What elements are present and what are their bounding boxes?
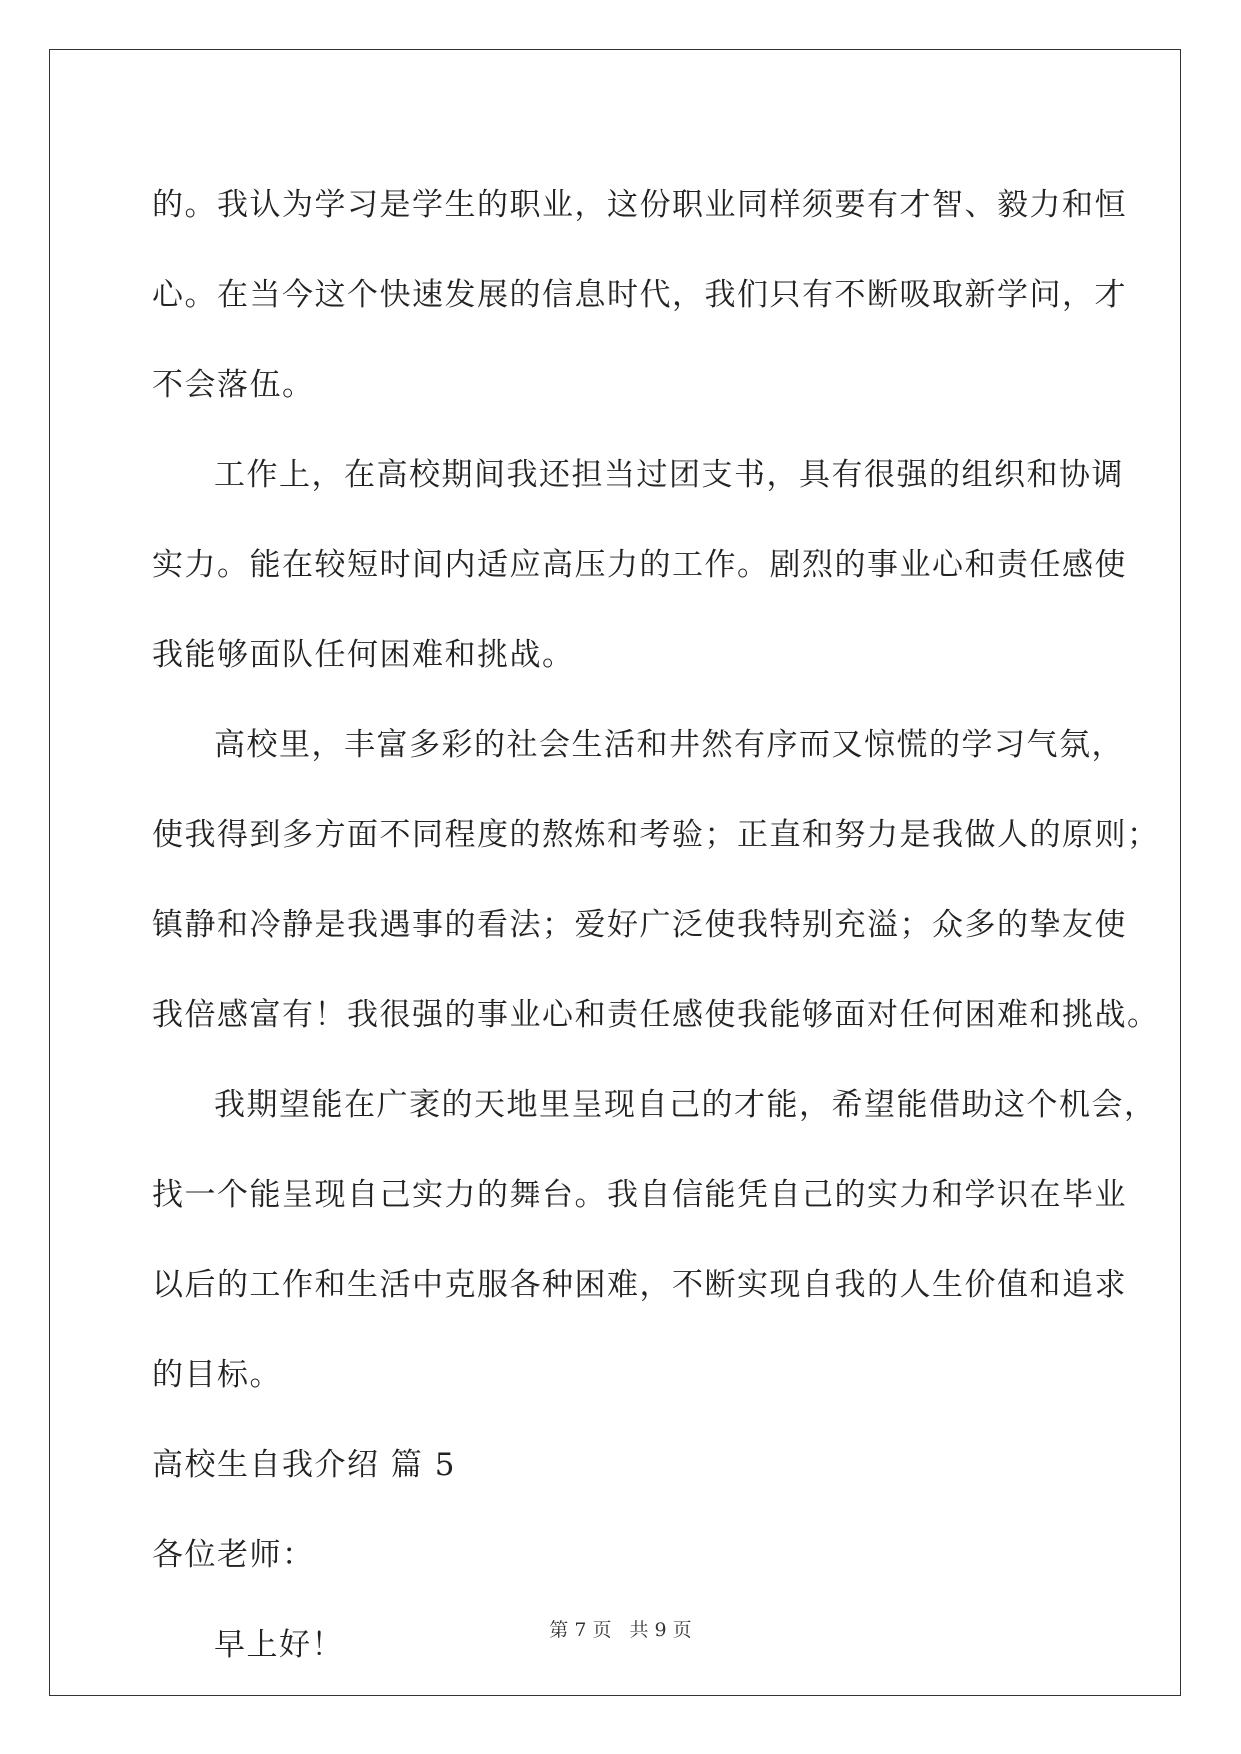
page-number-current: 第 7 页 xyxy=(549,1619,612,1641)
text-line: 找一个能呈现自己实力的舞台。我自信能凭自己的实力和学识在毕业 xyxy=(152,1177,1127,1213)
text-line: 以后的工作和生活中克服各种困难，不断实现自我的人生价值和追求 xyxy=(152,1267,1127,1303)
text-line: 实力。能在较短时间内适应高压力的工作。剧烈的事业心和责任感使 xyxy=(152,547,1127,583)
text-line: 不会落伍。 xyxy=(152,367,315,403)
text-line: 镇静和冷静是我遇事的看法；爱好广泛使我特别充溢；众多的挚友使 xyxy=(152,907,1127,943)
text-line: 我能够面队任何困难和挑战。 xyxy=(152,637,575,673)
text-line: 心。在当今这个快速发展的信息时代，我们只有不断吸取新学问，才 xyxy=(152,277,1127,313)
page-footer xyxy=(0,1615,1241,1642)
text-line: 工作上，在高校期间我还担当过团支书，具有很强的组织和协调 xyxy=(214,457,1124,493)
page-number-total: 共 9 页 xyxy=(629,1619,692,1641)
salutation: 各位老师： xyxy=(152,1537,315,1573)
greeting: 早上好！ xyxy=(214,1627,344,1663)
text-line: 使我得到多方面不同程度的熬炼和考验；正直和努力是我做人的原则； xyxy=(152,817,1160,853)
text-line: 我期望能在广袤的天地里呈现自己的才能，希望能借助这个机会， xyxy=(214,1087,1157,1123)
section-heading: 高校生自我介绍 篇 5 xyxy=(152,1447,456,1483)
text-line: 我倍感富有！我很强的事业心和责任感使我能够面对任何困难和挑战。 xyxy=(152,997,1160,1033)
document-body xyxy=(152,160,1160,1690)
text-line: 的。我认为学习是学生的职业，这份职业同样须要有才智、毅力和恒 xyxy=(152,187,1127,223)
text-line: 高校里，丰富多彩的社会生活和井然有序而又惊慌的学习气氛， xyxy=(214,727,1124,763)
text-line: 的目标。 xyxy=(152,1357,282,1393)
